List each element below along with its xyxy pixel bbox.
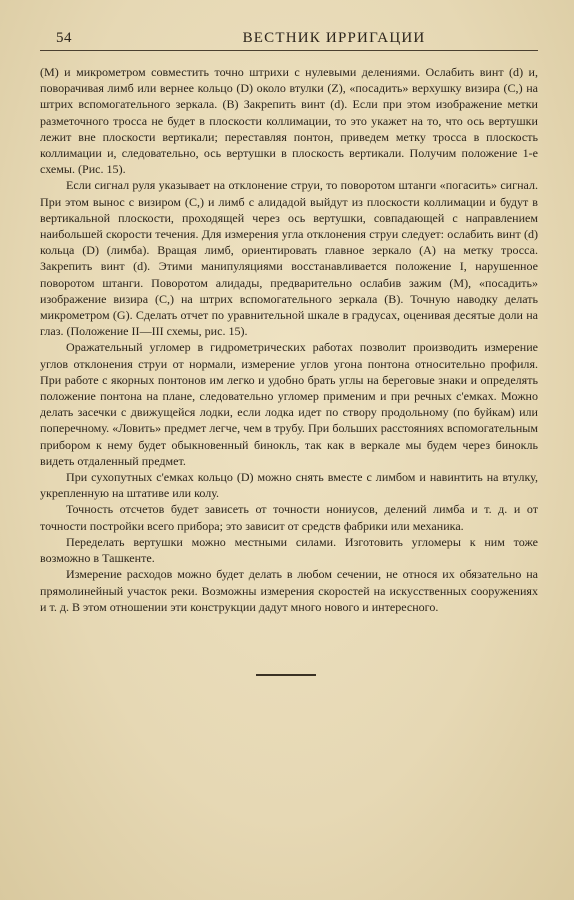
end-of-article-rule xyxy=(256,674,316,676)
paragraph: Точность отсчетов будет зависеть от точности нониусов, делений лимба и т. д. и от точности постройки всего прибора; это зависит от средств фабрики или механика. xyxy=(40,502,538,533)
paragraph: При сухопутных с'емках кольцо (D) можно снять вместе с лимбом и навинтить на втулку, укрепленную на штативе или колу. xyxy=(40,470,538,501)
article-body xyxy=(40,64,538,615)
paragraph: Если сигнал руля указывает на отклонение струи, то поворотом штанги «погасить» сигнал. При этом вынос с визиром (С,) и лимб с алидадой выйдут из плоскости коллимации и будут в вертикальной плоскости, проходящей через ось вертушки, совпадающей с направлением наибольшей скорости течения. Для измерения угла отклонения струи следует: ослабить винт (d) кольца (D) (лимба). Вращая лимб, ориентировать главное зеркало (А) на метку тросса. Закрепить винт (d). Этими манипуляциями восстанавливается положение I, нарушенное поворотом штанги. Поворотом алидады, предварительно ослабив зажим (М), «посадить» изображение визира (С,) на штрих вспомогательного зеркала (В). Точную наводку делать микрометром (G). Сделать отчет по уравнительной шкале в градусах, оценивая десятые доли на глаз. (Положение II—III схемы, рис. 15). xyxy=(40,178,538,339)
paragraph: Измерение расходов можно будет делать в любом сечении, не относя их обязательно на прямолинейный участок реки. Возможны измерения скоростей на искусственных сооружениях и т. д. В этом отношении эти конструкции дадут много нового и интересного. xyxy=(40,567,538,614)
paragraph: Оражательный угломер в гидрометрических работах позволит производить измерение углов отклонения струи от нормали, измерение углов угона понтона относительно профиля. При работе с якорных понтонов им легко и удобно брать углы на береговые знаки и определять положение понтона на плане, следовательно угломер применим и при речных с'емках. Можно делать засечки с движущейся лодки, если лодка идет по створу продольному (по буйкам) или поперечному. «Ловить» предмет легче, чем в трубу. При больших расстояниях вспомогательным прибором к нему будет обыкновенный бинокль, так как в веркале мы будем через бинокль видеть отдаленный предмет. xyxy=(40,340,538,468)
running-title: ВЕСТНИК ИРРИГАЦИИ xyxy=(242,30,426,46)
paragraph: (М) и микрометром совместить точно штрихи с нулевыми делениями. Ослабить винт (d) и, поворачивая лимб или вернее кольцо (D) около втулки (Z), «посадить» верхушку визира (С,) на штрих вспомогательного зеркала. (В) Закрепить винт (d). Если при этом изображение метки разметочного тросса не будет в плоскости коллимации, то это укажет на то, что ось вертушки лежит вне плоскости вертикали; переставляя понтон, приведем метку тросса в плоскость коллимации и, следовательно, ось вертушки в плоскость вертикали. Получим положение 1-е схемы. (Рис. 15). xyxy=(40,65,538,177)
paragraph: Переделать вертушки можно местными силами. Изготовить угломеры к ним тоже возможно в Ташкенте. xyxy=(40,534,538,566)
page-number: 54 xyxy=(56,30,72,46)
page-header xyxy=(40,28,538,51)
